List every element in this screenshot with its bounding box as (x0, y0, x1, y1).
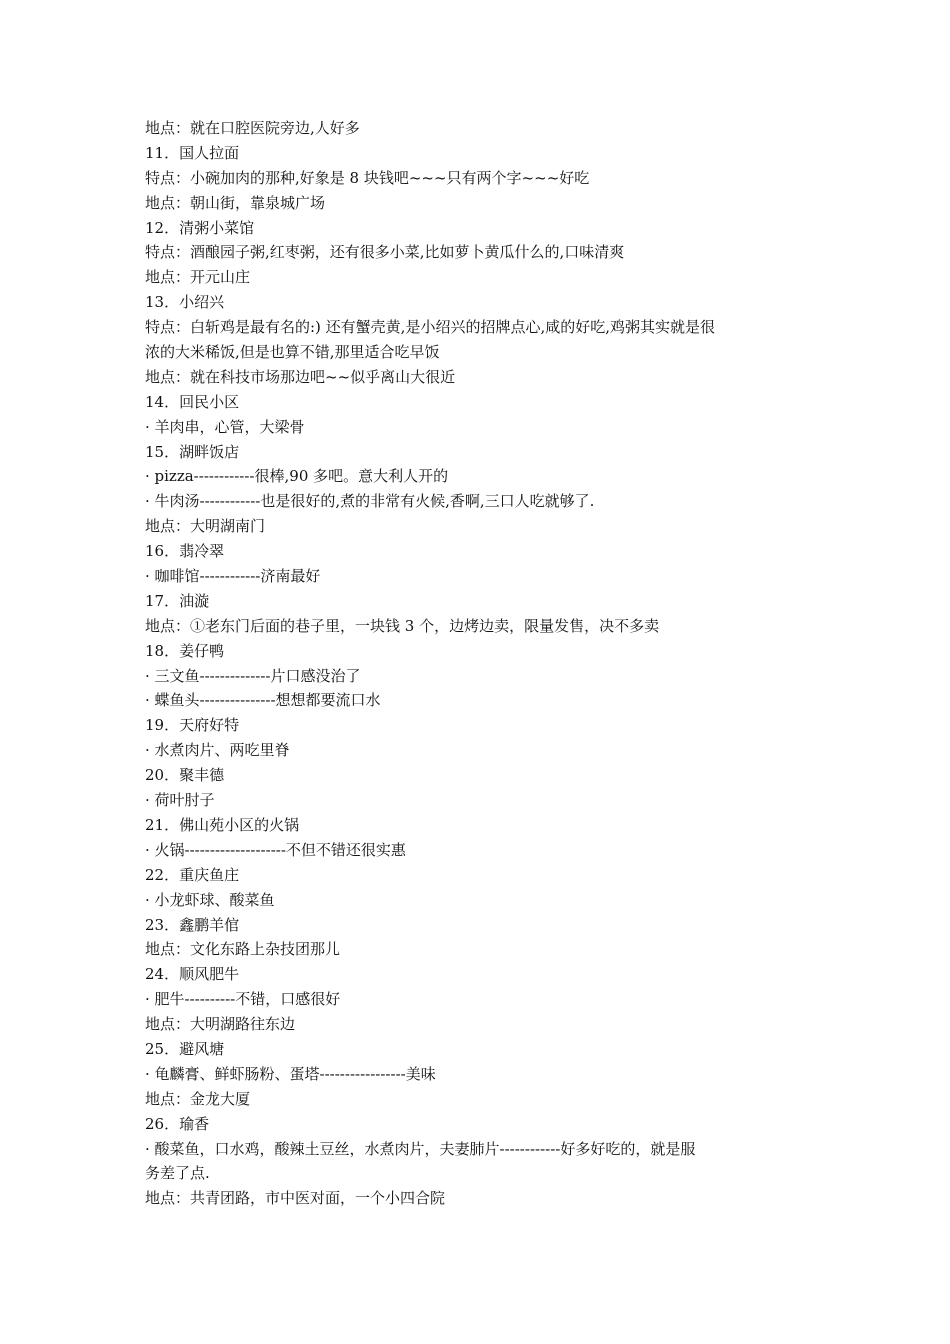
restaurant-heading: 13．小绍兴 (145, 293, 225, 312)
text-line: 浓的大米稀饭,但是也算不错,那里适合吃早饭 (145, 343, 440, 362)
bullet-item: · 水煮肉片、两吃里脊 (145, 741, 290, 760)
bullet-item: · pizza------------很棒,90 多吧。意大利人开的 (145, 467, 449, 486)
restaurant-heading: 26．瑜香 (145, 1114, 210, 1133)
bullet-item: · 酸菜鱼，口水鸡，酸辣土豆丝，水煮肉片，夫妻肺片------------好多好吃的，就是服 (145, 1139, 696, 1158)
text-line: 地点：金龙大厦 (145, 1089, 251, 1108)
text-line: 特点：酒酿园子粥,红枣粥，还有很多小菜,比如萝卜黄瓜什么的,口味清爽 (145, 243, 625, 262)
restaurant-heading: 22．重庆鱼庄 (145, 865, 240, 884)
bullet-item: · 小龙虾球、酸菜鱼 (145, 890, 275, 909)
text-line: 务差了点. (145, 1164, 210, 1183)
text-line: 地点：就在口腔医院旁边,人好多 (145, 119, 360, 137)
restaurant-heading: 24．顺风肥牛 (145, 965, 240, 984)
text-line: 地点：①老东门后面的巷子里，一块钱 3 个，边烤边卖，限量发售，决不多卖 (145, 616, 660, 635)
bullet-item: · 肥牛----------不错，口感很好 (145, 990, 341, 1009)
text-line: 地点：共青团路，市中医对面，一个小四合院 (145, 1189, 446, 1208)
text-line: 地点：大明湖南门 (145, 517, 266, 536)
document-body (145, 116, 795, 1211)
restaurant-heading: 23．鑫鹏羊倌 (145, 915, 240, 934)
restaurant-heading: 25．避风塘 (145, 1039, 225, 1058)
restaurant-heading: 14．回民小区 (145, 392, 240, 411)
restaurant-heading: 19．天府好特 (145, 716, 240, 735)
restaurant-heading: 17．油漩 (145, 591, 210, 610)
restaurant-heading: 20．聚丰德 (145, 766, 225, 785)
text-line: 地点：朝山街，靠泉城广场 (145, 193, 326, 212)
restaurant-heading: 21．佛山苑小区的火锅 (145, 815, 300, 834)
restaurant-heading: 15．湖畔饭店 (145, 442, 240, 461)
text-line: 地点：文化东路上杂技团那儿 (145, 940, 341, 959)
text-line: 特点：小碗加肉的那种,好象是 8 块钱吧~~~只有两个字~~~好吃 (145, 168, 590, 187)
bullet-item: · 三文鱼--------------片口感没治了 (145, 666, 361, 685)
bullet-item: · 牛肉汤------------也是很好的,煮的非常有火候,香啊,三口人吃就够了. (145, 492, 595, 511)
text-line: 特点：白斩鸡是最有名的:) 还有蟹壳黄,是小绍兴的招牌点心,咸的好吃,鸡粥其实就是很 (145, 318, 715, 337)
text-line: 地点：开元山庄 (145, 268, 251, 287)
restaurant-heading: 18．姜仔鸭 (145, 641, 225, 660)
bullet-item: · 龟麟膏、鲜虾肠粉、蛋塔-----------------美味 (145, 1064, 436, 1083)
restaurant-heading: 12．清粥小菜馆 (145, 218, 255, 237)
restaurant-heading: 16．翡冷翠 (145, 542, 225, 561)
bullet-item: · 咖啡馆------------济南最好 (145, 567, 321, 586)
text-line: 地点：就在科技市场那边吧~~似乎离山大很近 (145, 367, 456, 386)
text-line: 地点：大明湖路往东边 (145, 1015, 296, 1034)
restaurant-heading: 11．国人拉面 (145, 143, 240, 162)
bullet-item: · 蝶鱼头---------------想想都要流口水 (145, 691, 381, 710)
bullet-item: · 荷叶肘子 (145, 791, 215, 810)
bullet-item: · 火锅--------------------不但不错还很实惠 (145, 840, 406, 859)
bullet-item: · 羊肉串，心管，大梁骨 (145, 417, 305, 436)
